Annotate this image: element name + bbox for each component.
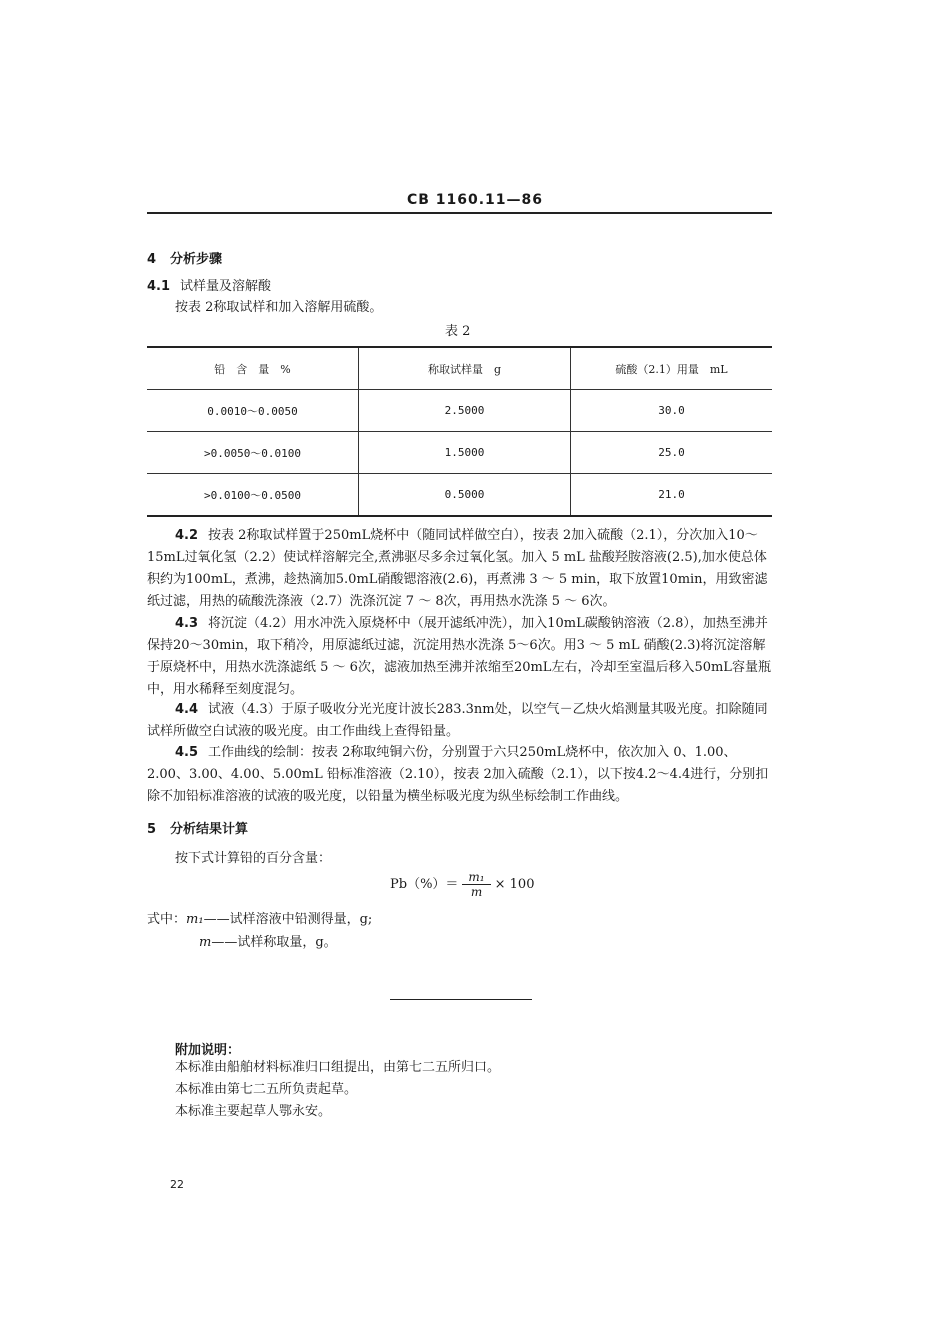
- table-header-lead-content: 铅 含 量 %: [214, 362, 291, 376]
- table-row: [147, 432, 772, 474]
- subsection-4-5-text: 工作曲线的绘制：按表 2称取纯铜六份，分别置于六只250mL烧杯中，依次加入 0、1.00、2.00、3.00、4.00、5.00mL 铅标准溶液（2.10），按表 2加入硫酸（2.1），以下按4.2～4.4进行，分别扣除不加铅标准溶液的试液的吸光度，以铅量为横坐标吸光度为纵坐标绘制工作曲线。: [147, 745, 769, 804]
- formula-rhs: × 100: [494, 877, 535, 892]
- subsection-4-5: [147, 742, 772, 808]
- table-cell: 1.5000: [359, 432, 571, 474]
- formula-numerator: m₁: [462, 870, 490, 885]
- table-header-acid-volume: 硫酸（2.1）用量 mL: [571, 347, 773, 390]
- subsection-4-2-text: 按表 2称取试样置于250mL烧杯中（随同试样做空白），按表 2加入硫酸（2.1），分次加入10～15mL过氧化氢（2.2）使试样溶解完全,煮沸驱尽多余过氧化氢。加入 5 mL 盐酸羟胺溶液(2.5),加水使总体积约为100mL，煮沸，趁热滴加5.0mL硝酸锶溶液(2.6)，再煮沸 3 ～ 5 min，取下放置10min，用致密滤纸过滤，用热的硫酸洗涤液（2.7）洗涤沉淀 7 ～ 8次，再用热水洗涤 5 ～ 6次。: [147, 528, 768, 609]
- section-5-number: 5: [147, 822, 157, 837]
- subsection-4-4-number: 4.4: [175, 702, 199, 717]
- table-cell: 30.0: [571, 390, 773, 432]
- header-rule: [147, 212, 772, 214]
- table-cell: 25.0: [571, 432, 773, 474]
- subsection-4-3: [147, 613, 772, 701]
- table-row: [147, 474, 772, 517]
- subsection-4-3-number: 4.3: [175, 616, 199, 631]
- subsection-4-2: [147, 525, 772, 613]
- where-description: ——试样称取量，g。: [211, 935, 337, 950]
- table-header-row: [147, 347, 772, 390]
- section-4-title: 分析步骤: [170, 252, 223, 267]
- formula-denominator: m: [470, 885, 483, 899]
- subsection-4-3-text: 将沉淀（4.2）用水冲洗入原烧杯中（展开滤纸冲洗），加入10mL碳酸钠溶液（2.8），加热至沸并保持20～30min，取下稍冷，用原滤纸过滤，沉淀用热水洗涤 5～6次。用3 ～ 5 mL 硝酸(2.3)将沉淀溶解于原烧杯中，用热水洗涤滤纸 5 ～ 6次，滤液加热至沸并浓缩至20mL左右，冷却至室温后移入50mL容量瓶中，用水稀释至刻度混匀。: [147, 616, 771, 697]
- formula-fraction: [462, 870, 490, 899]
- document-code: CB 1160.11—86: [406, 192, 544, 208]
- subsection-4-1-heading: [147, 276, 271, 298]
- table-cell: 2.5000: [359, 390, 571, 432]
- subsection-4-1-text: 按表 2称取试样和加入溶解用硫酸。: [175, 300, 383, 315]
- subsection-4-1-title: 试样量及溶解酸: [180, 279, 272, 294]
- subsection-4-5-number: 4.5: [175, 745, 199, 760]
- where-line-2: [199, 932, 337, 954]
- formula-lhs: Pb（%）＝: [390, 877, 459, 892]
- where-description: ——试样溶液中铅测得量，g;: [203, 912, 373, 927]
- notes-line: 本标准主要起草人鄂永安。: [175, 1104, 332, 1119]
- section-5-intro: 按下式计算铅的百分含量：: [175, 851, 332, 866]
- notes-line: 本标准由第七二五所负责起草。: [175, 1082, 358, 1097]
- section-5-title: 分析结果计算: [170, 822, 249, 837]
- section-4-number: 4: [147, 252, 157, 267]
- table-2: [147, 346, 772, 517]
- end-rule: [390, 999, 532, 1000]
- table-cell: 0.0010～0.0050: [207, 404, 298, 418]
- where-symbol: m₁: [186, 912, 204, 927]
- subsection-4-1-number: 4.1: [147, 279, 171, 294]
- section-4-heading: [147, 248, 222, 267]
- table-row: [147, 390, 772, 432]
- where-line-1: [147, 909, 372, 931]
- page-number: 22: [170, 1178, 184, 1191]
- table-cell: >0.0050～0.0100: [203, 446, 302, 460]
- subsection-4-2-number: 4.2: [175, 528, 199, 543]
- subsection-4-4-text: 试液（4.3）于原子吸收分光光度计波长283.3nm处，以空气－乙炔火焰测量其吸光度。扣除随同试样所做空白试液的吸光度。由工作曲线上查得铅量。: [147, 702, 768, 739]
- where-label: 式中：: [147, 912, 187, 927]
- table-cell: 0.5000: [359, 474, 571, 517]
- formula: [390, 870, 534, 899]
- table-cell: >0.0100～0.0500: [203, 488, 302, 502]
- subsection-4-4: [147, 699, 772, 743]
- table-header-sample-weight: 称取试样量 g: [359, 347, 571, 390]
- table-caption: 表 2: [445, 324, 471, 339]
- where-symbol: m: [199, 935, 212, 950]
- notes-line: 本标准由船舶材料标准归口组提出，由第七二五所归口。: [175, 1060, 501, 1075]
- notes-title: 附加说明：: [175, 1043, 241, 1058]
- section-5-heading: [147, 818, 248, 837]
- table-cell: 21.0: [571, 474, 773, 517]
